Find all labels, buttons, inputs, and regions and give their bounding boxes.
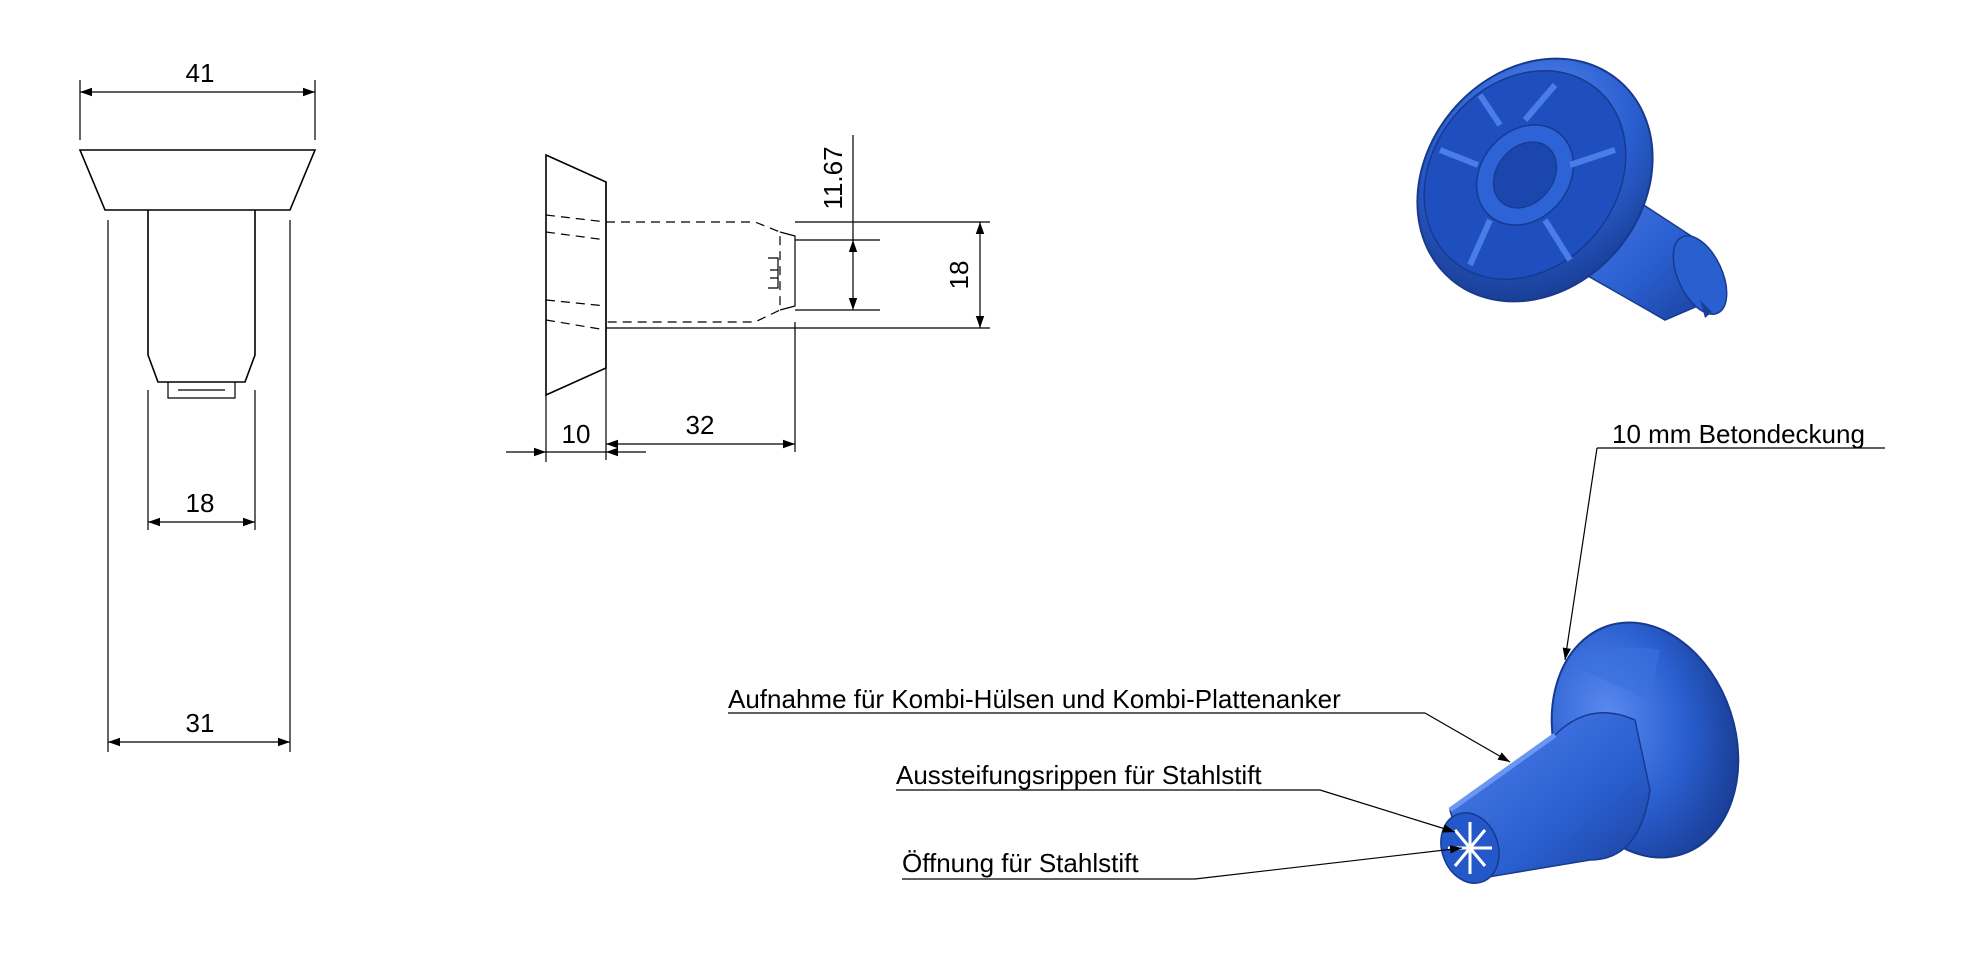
isometric-view-bottom xyxy=(1431,598,1767,891)
front-body-outline xyxy=(148,210,255,382)
dim-label-top-width: 41 xyxy=(185,58,215,88)
isometric-view-top xyxy=(1369,11,1738,349)
dim-label-vertical-large: 18 xyxy=(944,260,974,290)
side-flange-outline xyxy=(546,155,606,395)
dim-label-bore: 18 xyxy=(185,488,215,518)
front-tip-detail xyxy=(168,382,235,398)
front-view xyxy=(80,58,315,752)
callout-receptacle: Aufnahme für Kombi-Hülsen und Kombi-Plattenanker xyxy=(728,684,1341,714)
dim-label-flange-depth: 10 xyxy=(561,419,591,449)
side-body-hidden xyxy=(606,222,780,322)
side-view xyxy=(506,135,990,462)
dim-label-vertical-small: 11.67 xyxy=(818,146,848,210)
callout-concrete-cover: 10 mm Betondeckung xyxy=(1612,419,1865,449)
callout-opening: Öffnung für Stahlstift xyxy=(902,848,1139,878)
callout-ribs: Aussteifungsrippen für Stahlstift xyxy=(896,760,1262,790)
side-tip-outline xyxy=(780,232,795,310)
front-flange-outline xyxy=(80,150,315,210)
dim-label-bottom-width: 31 xyxy=(185,708,215,738)
dim-label-body-length: 32 xyxy=(685,410,715,440)
